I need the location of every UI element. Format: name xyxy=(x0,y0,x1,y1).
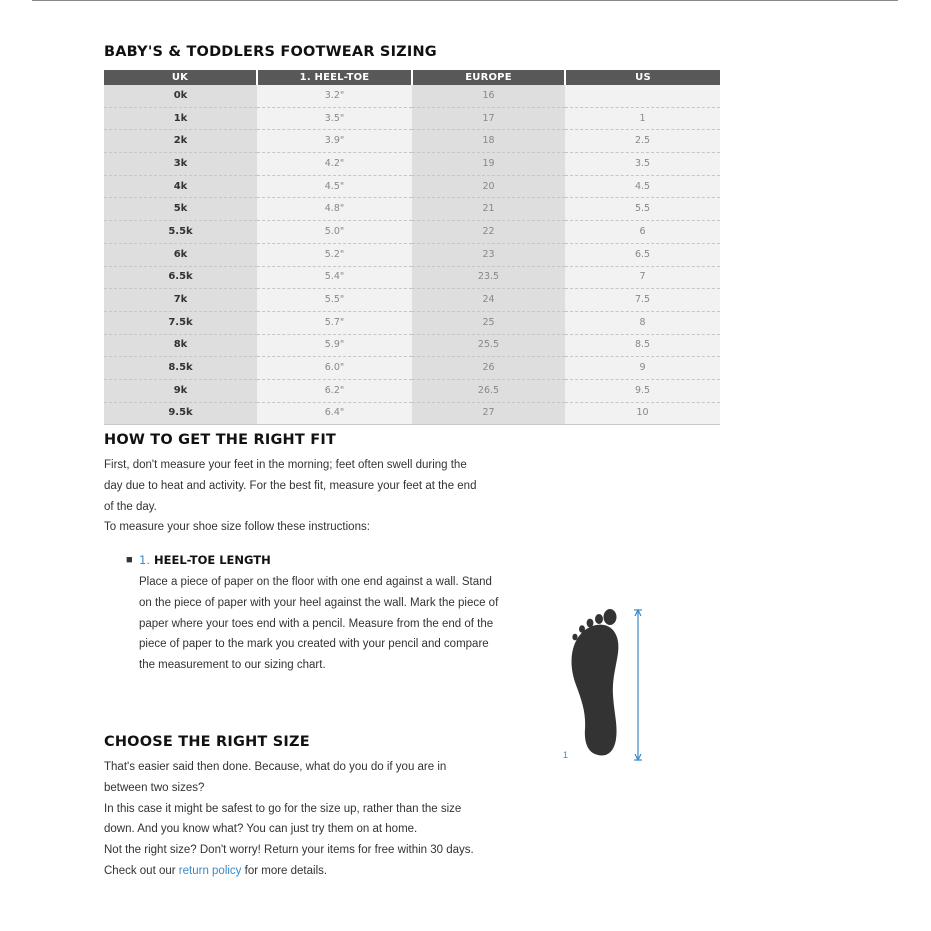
table-row xyxy=(104,243,720,266)
fit-section-text xyxy=(104,455,484,538)
choose-section-title: CHOOSE THE RIGHT SIZE xyxy=(104,734,310,750)
size-uk-cell: 6.5k xyxy=(104,266,257,289)
column-header-europe: EUROPE xyxy=(412,70,565,85)
size-us-cell: 5.5 xyxy=(565,198,720,221)
table-row xyxy=(104,357,720,380)
column-header-heel-toe: 1. HEEL-TOE xyxy=(257,70,412,85)
size-uk-cell: 8.5k xyxy=(104,357,257,380)
size-eu-cell: 25.5 xyxy=(412,334,565,357)
diagram-label: 1 xyxy=(563,750,569,760)
size-eu-cell: 26.5 xyxy=(412,379,565,402)
size-us-cell: 6 xyxy=(565,221,720,244)
size-eu-cell: 18 xyxy=(412,130,565,153)
table-row xyxy=(104,402,720,425)
size-us-cell: 10 xyxy=(565,402,720,425)
table-row xyxy=(104,334,720,357)
heel-toe-cell: 5.2" xyxy=(257,243,412,266)
choose-paragraph-3-before: Not the right size? Don't worry! Return your items for free within 30 days. Check out our xyxy=(104,844,474,877)
foot-length-icon xyxy=(560,605,660,775)
choose-paragraph-3-after: for more details. xyxy=(241,864,328,877)
size-uk-cell: 9.5k xyxy=(104,402,257,425)
choose-section-text xyxy=(104,757,484,882)
size-eu-cell: 19 xyxy=(412,153,565,176)
size-uk-cell: 5.5k xyxy=(104,221,257,244)
size-eu-cell: 26 xyxy=(412,357,565,380)
size-uk-cell: 8k xyxy=(104,334,257,357)
size-uk-cell: 5k xyxy=(104,198,257,221)
table-row xyxy=(104,266,720,289)
size-eu-cell: 25 xyxy=(412,311,565,334)
heel-toe-cell: 6.4" xyxy=(257,402,412,425)
size-uk-cell: 0k xyxy=(104,85,257,107)
step-heading xyxy=(139,553,271,567)
size-eu-cell: 23.5 xyxy=(412,266,565,289)
bullet-marker: ■ xyxy=(126,554,133,566)
size-eu-cell: 24 xyxy=(412,289,565,312)
size-eu-cell: 21 xyxy=(412,198,565,221)
size-uk-cell: 6k xyxy=(104,243,257,266)
heel-toe-cell: 4.2" xyxy=(257,153,412,176)
size-us-cell: 9 xyxy=(565,357,720,380)
return-policy-link[interactable]: return policy xyxy=(178,864,242,877)
size-eu-cell: 23 xyxy=(412,243,565,266)
table-row xyxy=(104,311,720,334)
size-eu-cell: 20 xyxy=(412,175,565,198)
heel-toe-cell: 3.2" xyxy=(257,85,412,107)
step-label: HEEL-TOE LENGTH xyxy=(154,553,271,567)
size-us-cell xyxy=(565,85,720,107)
heel-toe-cell: 6.0" xyxy=(257,357,412,380)
heel-toe-cell: 3.5" xyxy=(257,107,412,130)
heel-toe-cell: 5.5" xyxy=(257,289,412,312)
table-row xyxy=(104,85,720,107)
size-us-cell: 2.5 xyxy=(565,130,720,153)
heel-toe-cell: 5.9" xyxy=(257,334,412,357)
size-eu-cell: 22 xyxy=(412,221,565,244)
heel-toe-cell: 4.5" xyxy=(257,175,412,198)
size-us-cell: 7.5 xyxy=(565,289,720,312)
table-row xyxy=(104,175,720,198)
heel-toe-cell: 5.4" xyxy=(257,266,412,289)
size-us-cell: 1 xyxy=(565,107,720,130)
fit-section-title: HOW TO GET THE RIGHT FIT xyxy=(104,432,337,448)
fit-instructions-lead: To measure your shoe size follow these instructions: xyxy=(104,521,370,534)
table-row xyxy=(104,289,720,312)
size-eu-cell: 27 xyxy=(412,402,565,425)
heel-toe-cell: 5.0" xyxy=(257,221,412,244)
size-us-cell: 3.5 xyxy=(565,153,720,176)
step-number: 1. xyxy=(139,553,150,567)
size-eu-cell: 16 xyxy=(412,85,565,107)
size-us-cell: 8 xyxy=(565,311,720,334)
fit-intro: First, don't measure your feet in the morning; feet often swell during the day due to heat and activity. For the best fit, measure your feet at the end of the day. xyxy=(104,459,477,513)
heel-toe-cell: 5.7" xyxy=(257,311,412,334)
size-us-cell: 7 xyxy=(565,266,720,289)
size-uk-cell: 9k xyxy=(104,379,257,402)
step-instructions: Place a piece of paper on the floor with one end against a wall. Stand on the piece of paper with your heel against the wall. Mark the piece of paper where your toes end with a pencil. Measure from the end of the piece of paper to the mark you created with your pencil and compare the measurement to our sizing chart. xyxy=(139,576,499,672)
size-eu-cell: 17 xyxy=(412,107,565,130)
size-uk-cell: 7.5k xyxy=(104,311,257,334)
size-us-cell: 4.5 xyxy=(565,175,720,198)
size-uk-cell: 1k xyxy=(104,107,257,130)
heel-toe-cell: 4.8" xyxy=(257,198,412,221)
size-uk-cell: 2k xyxy=(104,130,257,153)
size-chart-table xyxy=(104,70,720,425)
size-uk-cell: 7k xyxy=(104,289,257,312)
column-header-us: US xyxy=(565,70,720,85)
choose-paragraph-1: That's easier said then done. Because, what do you do if you are in between two sizes? xyxy=(104,761,447,794)
choose-paragraph-2: In this case it might be safest to go for the size up, rather than the size down. And you know what? You can just try them on at home. xyxy=(104,802,462,836)
table-header-row xyxy=(104,70,720,85)
size-us-cell: 9.5 xyxy=(565,379,720,402)
size-us-cell: 8.5 xyxy=(565,334,720,357)
heel-toe-cell: 3.9" xyxy=(257,130,412,153)
table-row xyxy=(104,379,720,402)
size-uk-cell: 4k xyxy=(104,175,257,198)
top-divider xyxy=(32,0,898,1)
table-row xyxy=(104,130,720,153)
table-row xyxy=(104,153,720,176)
table-row xyxy=(104,107,720,130)
size-us-cell: 6.5 xyxy=(565,243,720,266)
heel-toe-cell: 6.2" xyxy=(257,379,412,402)
size-uk-cell: 3k xyxy=(104,153,257,176)
size-chart-title: BABY'S & TODDLERS FOOTWEAR SIZING xyxy=(104,44,437,60)
table-row xyxy=(104,221,720,244)
column-header-uk: UK xyxy=(104,70,257,85)
table-row xyxy=(104,198,720,221)
